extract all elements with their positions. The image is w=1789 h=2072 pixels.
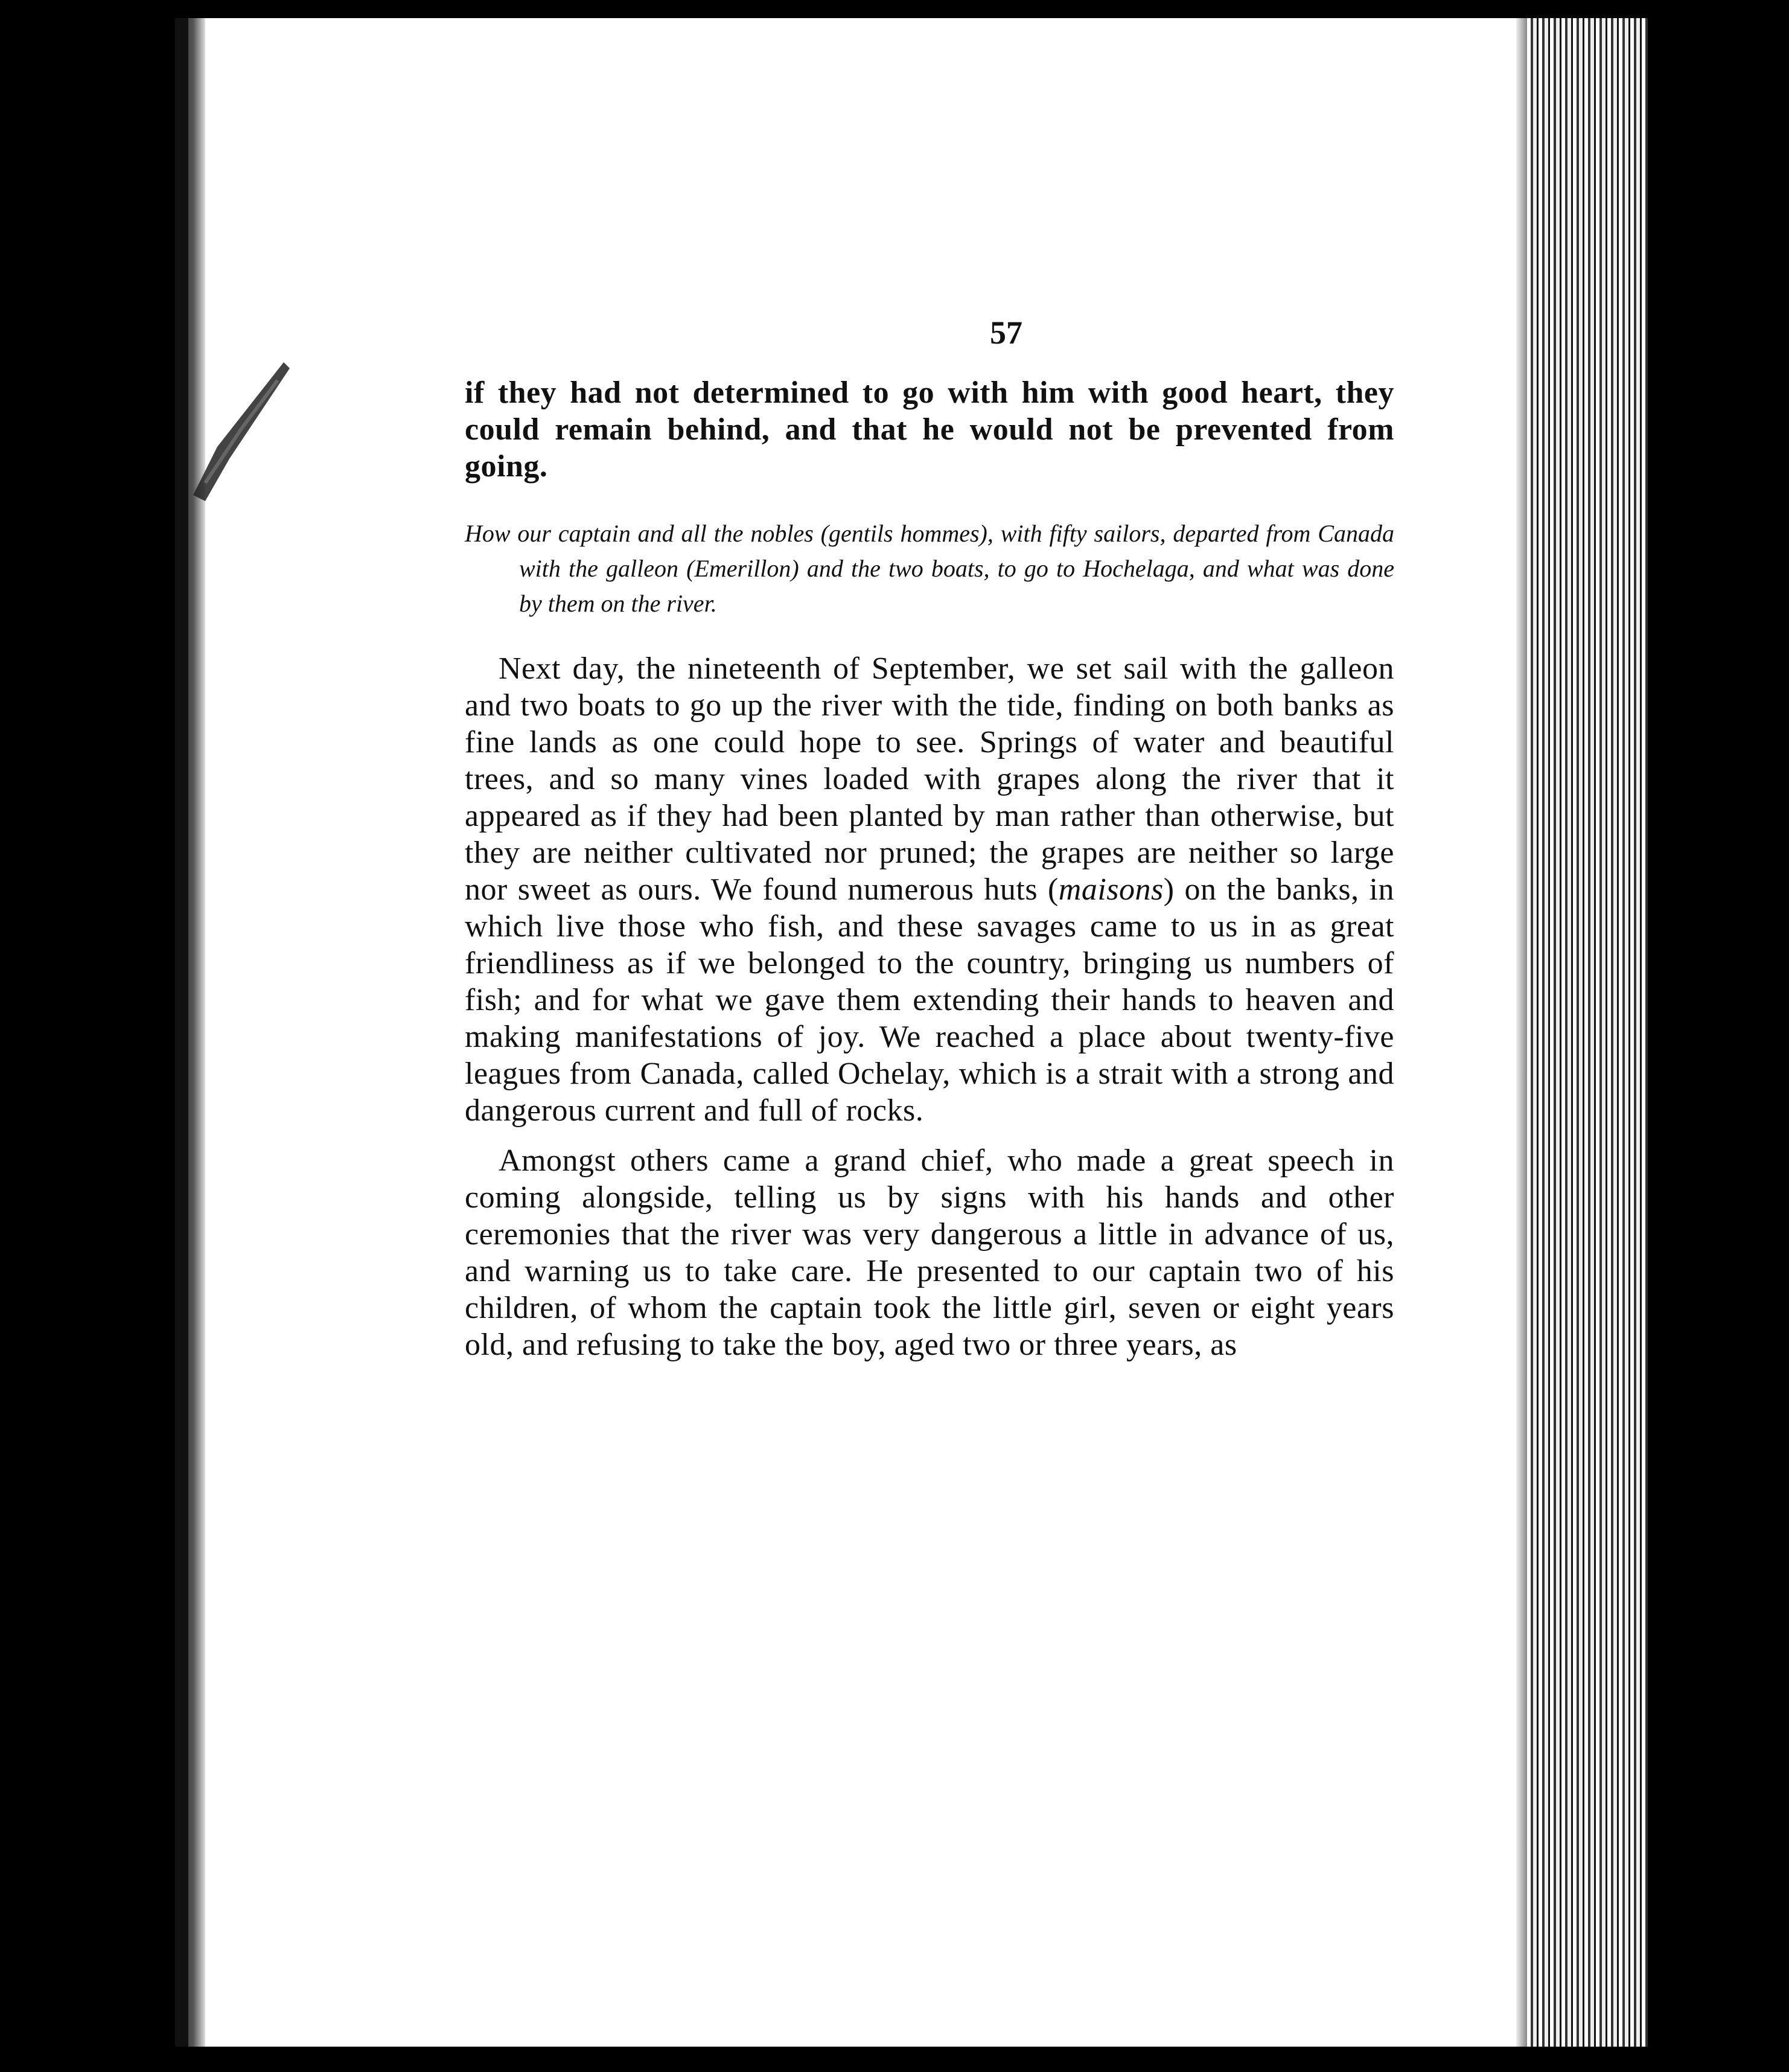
paragraph-grand-chief: Amongst others came a grand chief, who made a great speech in coming alongside, telling us by signs with his hands and other ceremonies that the river was very dangerous a little in advance of us, and warning us to take care. He presented to our captain two of his children, of whom the captain took the little girl, seven or eight years old, and refusing to take the boy, aged two or three years, as	[465, 1143, 1394, 1362]
fore-edge-pages	[1527, 18, 1648, 2047]
paragraph-gap	[465, 1129, 1394, 1142]
paragraph-continued: if they had not determined to go with him with good heart, they could remain behind, and that he would not be prevented from going.	[465, 376, 1394, 484]
heading-text-1: How our captain and all the nobles (	[465, 520, 829, 547]
heading-em-2: Emerillon	[694, 555, 791, 582]
paragraph-2-text-1: Next day, the nineteenth of September, we set sail with the galleon and two boats to go up the river with the tide, finding on both banks as fine lands as one could hope to see. Springs of water and beautiful trees, and so many vines loaded with grapes along the river that it appeared as if they had been planted by man rather than otherwise, but they are neither cultivated nor pruned; the grapes are neither so large nor sweet as ours. We found numerous huts (	[465, 651, 1394, 907]
paragraph-2-text-2: ) on the banks, in which live those who fish, and these savages came to us in as great friendliness as if we belonged to the country, bringing us numbers of fish; and for what we gave them extending their hands to heaven and making manifestations of joy. We reached a place about twenty-five leagues from Canada, called Ochelay, which is a strait with a strong and dangerous current and full of rocks.	[465, 872, 1394, 1128]
bookmark-ribbon	[193, 356, 296, 501]
heading-text-3: ) and the two boats, to go to Hochelaga, and what was done by them on the river.	[519, 555, 1395, 617]
paragraph-next-day	[465, 650, 1394, 1129]
book-page	[175, 18, 1648, 2047]
fore-edge-shadow	[1516, 18, 1527, 2047]
text-body	[465, 374, 1394, 1363]
heading-em-1: gentils hommes	[828, 520, 980, 547]
chapter-heading	[465, 516, 1394, 621]
binding-edge	[175, 18, 188, 2047]
page-number: 57	[990, 315, 1022, 351]
paragraph-2-em: maisons	[1058, 872, 1164, 907]
heading-text-2: ), with fifty sailors, departed from Canada with the galleon (	[519, 520, 1394, 582]
